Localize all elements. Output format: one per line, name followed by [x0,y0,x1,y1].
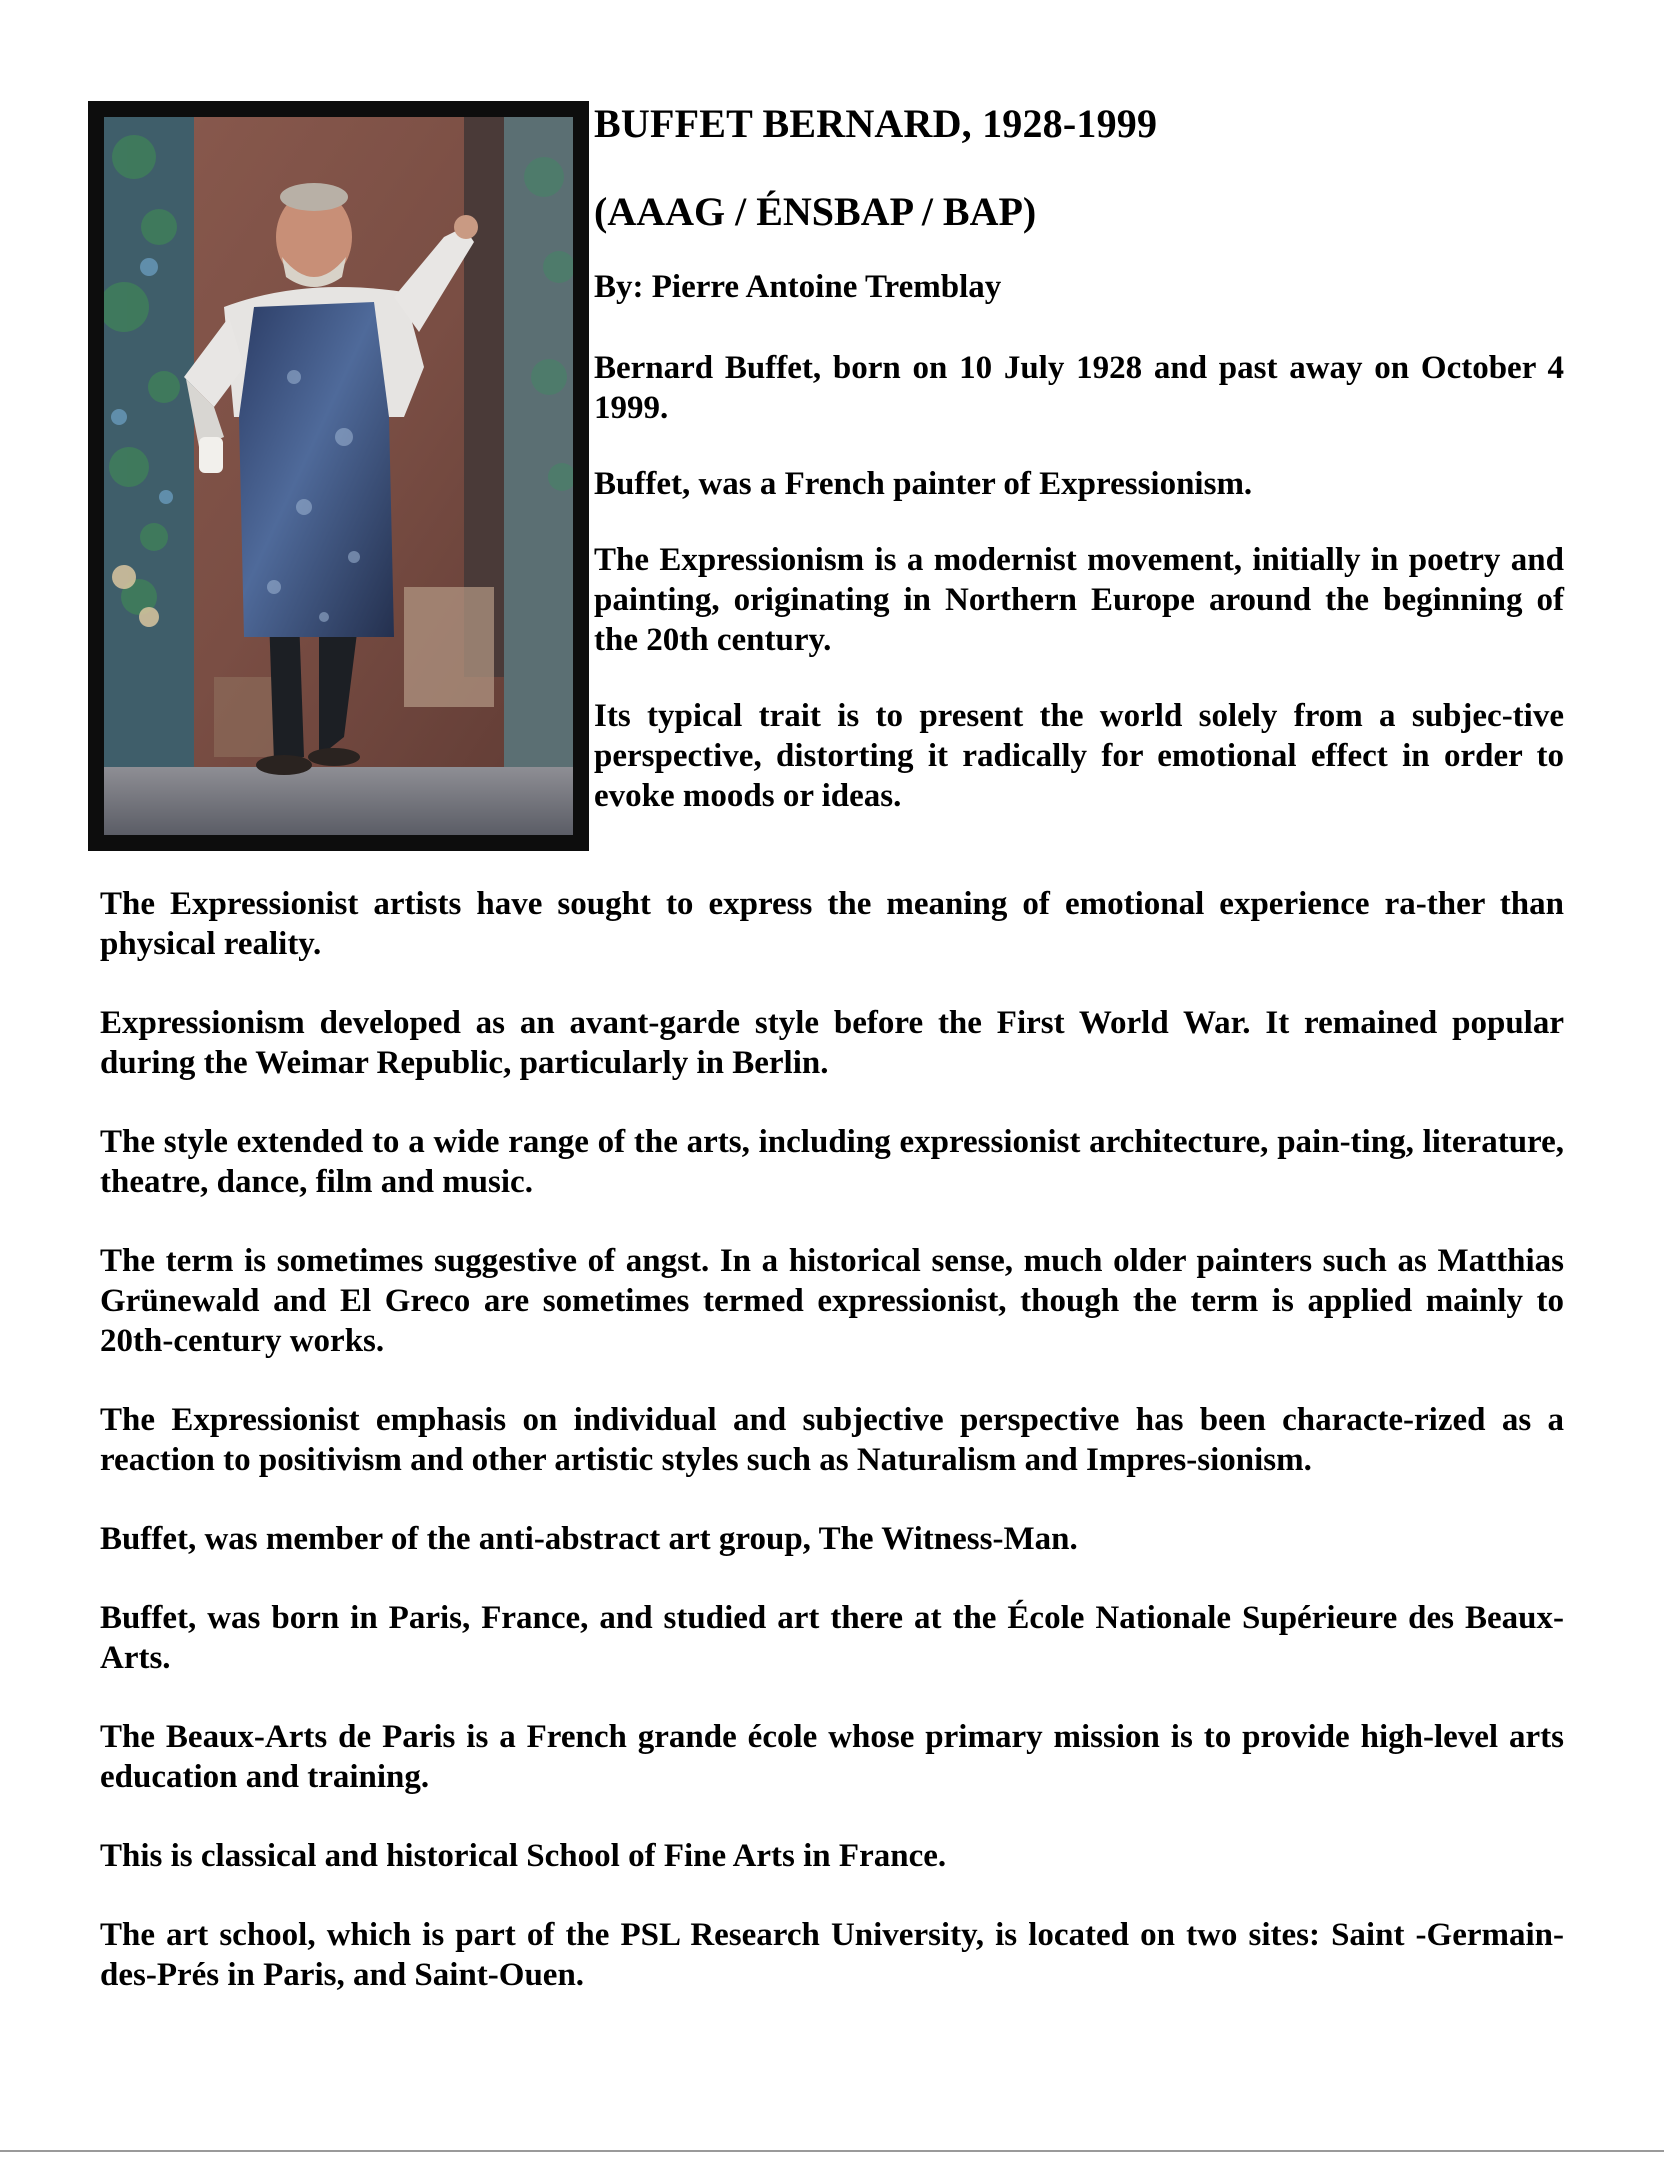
side-paragraph: The Expressionism is a modernist movement, initially in poetry and painting, originating in Northern Europe around the beginning of the 20th century. [594,541,1564,658]
body-paragraph: The Expressionist artists have sought to express the meaning of emotional experience ra-ther than physical reality. [100,886,1564,962]
body-paragraph: Buffet, was born in Paris, France, and studied art there at the École Nationale Supérieure des Beaux-Arts. [100,1600,1564,1676]
side-paragraph: Buffet, was a French painter of Expressionism. [594,465,1253,502]
body-paragraph: The style extended to a wide range of the arts, including expressionist architecture, pain-ting, literature, theatre, dance, film and music. [100,1124,1564,1200]
body-paragraph: The Expressionist emphasis on individual and subjective perspective has been characte-rized as a reaction to positivism and other artistic styles such as Naturalism and Impres-sionism. [100,1402,1564,1478]
portrait-photo-icon [104,117,573,835]
page-title: BUFFET BERNARD, 1928-1999 [594,101,1158,146]
page-bottom-rule [0,2150,1664,2152]
body-paragraph: Buffet, was member of the anti-abstract art group, The Witness-Man. [100,1521,1078,1557]
body-paragraph: The art school, which is part of the PSL Research University, is located on two sites: Saint -Germain-des-Prés in Paris, and Saint-Ouen. [100,1917,1564,1993]
author-byline: By: Pierre Antoine Tremblay [594,269,1002,305]
side-paragraph: Bernard Buffet, born on 10 July 1928 and past away on October 4 1999. [594,349,1564,426]
body-paragraph: Expressionism developed as an avant-garde style before the First World War. It remained popular during the Weimar Republic, particularly in Berlin. [100,1005,1564,1081]
body-paragraph: The term is sometimes suggestive of angst. In a historical sense, much older painters such as Matthias Grünewald and El Greco are sometimes termed expressionist, though the term is applied mainly to 20th-century works. [100,1243,1564,1359]
side-paragraph: Its typical trait is to present the world solely from a subjec-tive perspective, distorting it radically for emotional effect in order to evoke moods or ideas. [594,697,1564,814]
body-column [100,884,1564,2034]
page-subtitle: (AAAG / ÉNSBAP / BAP) [594,189,1037,234]
header-column [594,100,1564,816]
body-paragraph: This is classical and historical School of Fine Arts in France. [100,1838,947,1874]
body-paragraph: The Beaux-Arts de Paris is a French grande école whose primary mission is to provide high-level arts education and training. [100,1719,1564,1795]
artist-photo [88,101,589,851]
